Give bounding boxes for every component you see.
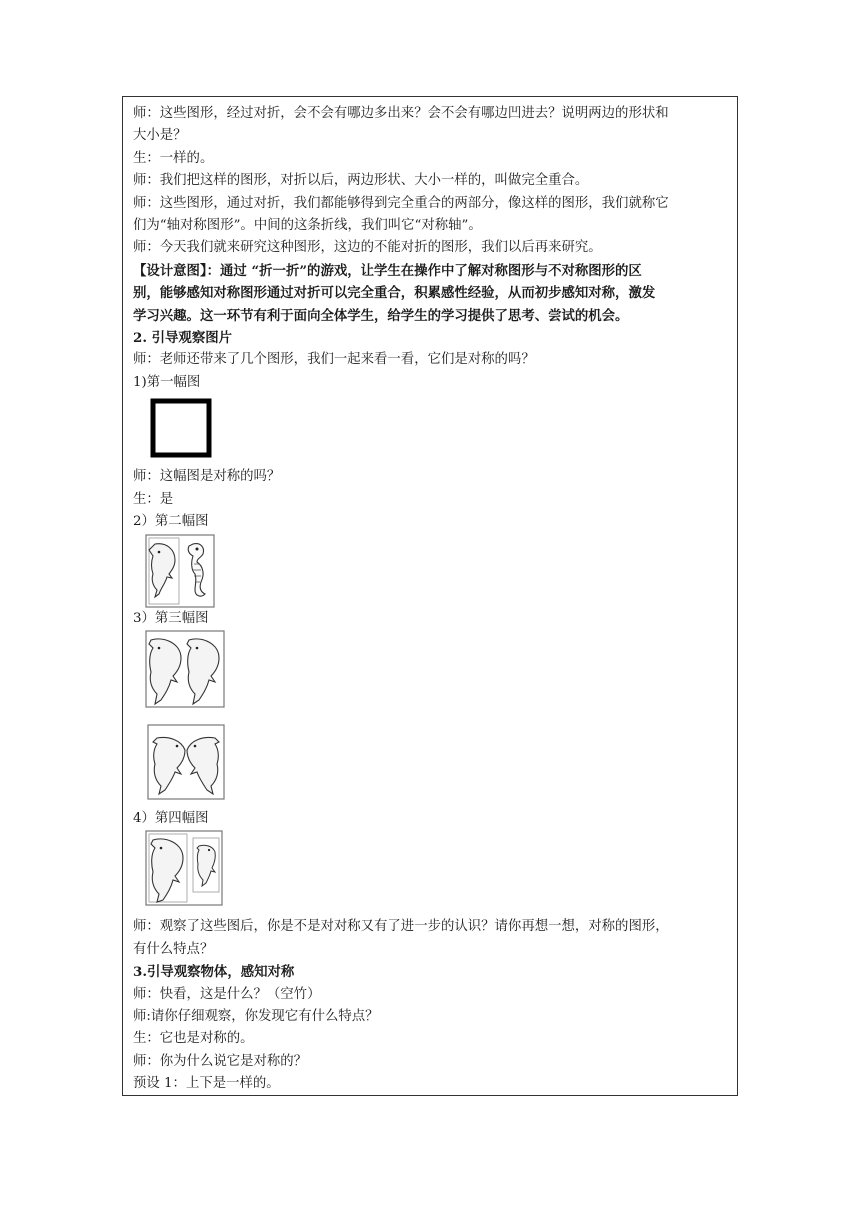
text-line: 师:请你仔细观察，你发现它有什么特点？ <box>133 1008 379 1024</box>
text-line: 生：它也是对称的。 <box>133 1031 254 1047</box>
text-line: 大小是？ <box>133 128 187 144</box>
text-line: 师：这幅图是对称的吗？ <box>133 469 281 485</box>
text-line: 师：快看，这是什么？（空竹） <box>133 986 321 1002</box>
text-line: 生：一样的。 <box>133 150 214 166</box>
design-intent-line: 别，能够感知对称图形通过对折可以完全重合，积累感性经验，从而初步感知对称，激发 <box>133 285 656 302</box>
figure-dolphin-seahorse <box>145 534 729 608</box>
design-intent-line: 【设计意图】：通过 “折一折”的游戏，让学生在操作中了解对称图形与不对称图形的区 <box>133 262 642 279</box>
figure-square <box>149 398 729 460</box>
text-line: 师：我们把这样的图形，对折以后，两边形状、大小一样的，叫做完全重合。 <box>133 173 589 189</box>
figure-two-dolphins-same <box>145 630 729 710</box>
design-intent-line: 学习兴趣。这一环节有利于面向全体学生，给学生的学习提供了思考、尝试的机会。 <box>133 307 629 324</box>
lesson-content <box>133 103 729 1096</box>
document-frame <box>122 96 738 1096</box>
text-line: 师：今天我们就来研究这种图形，这边的不能对折的图形，我们以后再来研究。 <box>133 240 602 256</box>
text-line: 师：你为什么说它是对称的？ <box>133 1053 308 1069</box>
figure-two-dolphins-facing <box>147 724 729 802</box>
text-line: 预设 1：上下是一样的。 <box>133 1076 280 1092</box>
section-heading: 2. 引导观察图片 <box>133 330 232 347</box>
text-line: 师：老师还带来了几个图形，我们一起来看一看，它们是对称的吗？ <box>133 352 535 368</box>
text-line: 师：这些图形，经过对折，会不会有哪边多出来？会不会有哪边凹进去？说明两边的形状和 <box>133 106 669 121</box>
figure-caption: 1)第一幅图 <box>133 374 201 390</box>
figure-large-small-dolphin <box>145 830 729 908</box>
text-line: 有什么特点？ <box>133 941 214 957</box>
section-heading: 3.引导观察物体，感知对称 <box>133 964 295 981</box>
figure-caption: 3）第三幅图 <box>133 610 209 626</box>
text-line: 师：这些图形，通过对折，我们都能够得到完全重合的两部分，像这样的图形，我们就称它 <box>133 195 669 211</box>
text-line: 生：是 <box>133 491 174 507</box>
text-line: 师：观察了这些图后，你是不是对对称又有了进一步的认识？请你再想一想，对称的图形， <box>133 919 669 935</box>
figure-caption: 4）第四幅图 <box>133 810 209 826</box>
text-line: 们为“轴对称图形”。中间的这条折线，我们叫它“对称轴”。 <box>133 218 482 234</box>
figure-caption: 2）第二幅图 <box>133 514 209 530</box>
